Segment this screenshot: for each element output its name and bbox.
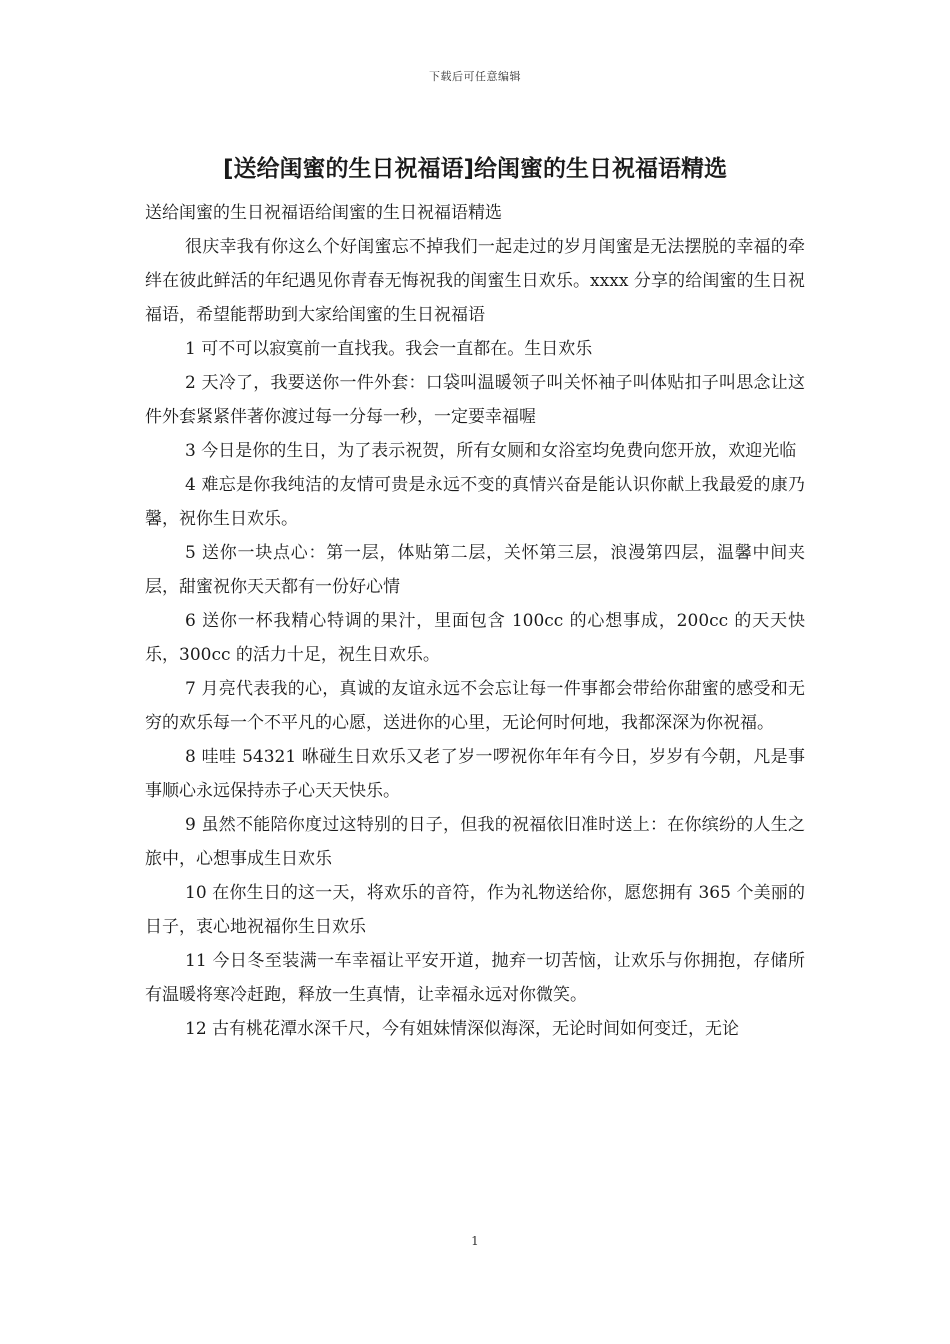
wish-item: 2 天冷了，我要送你一件外套：口袋叫温暖领子叫关怀袖子叫体贴扣子叫思念让这件外套紧紧伴著你渡过每一分每一秒，一定要幸福喔 <box>145 373 805 427</box>
wish-item: 1 可不可以寂寞前一直找我。我会一直都在。生日欢乐 <box>185 339 593 359</box>
intro-paragraph: 很庆幸我有你这么个好闺蜜忘不掉我们一起走过的岁月闺蜜是无法摆脱的幸福的牵绊在彼此鲜活的年纪遇见你青春无悔祝我的闺蜜生日欢乐。xxxx 分享的给闺蜜的生日祝福语，希望能帮助到大家给闺蜜的生日祝福语 <box>145 237 805 325</box>
wish-item: 12 古有桃花潭水深千尺，今有姐妹情深似海深，无论时间如何变迁，无论 <box>185 1019 740 1039</box>
wish-item: 7 月亮代表我的心，真诚的友谊永远不会忘让每一件事都会带给你甜蜜的感受和无穷的欢乐每一个不平凡的心愿，送进你的心里，无论何时何地，我都深深为你祝福。 <box>145 679 805 733</box>
wish-item: 8 哇哇 54321 咻碰生日欢乐又老了岁一啰祝你年年有今日，岁岁有今朝，凡是事事顺心永远保持赤子心天天快乐。 <box>145 747 805 801</box>
document-title: [送给闺蜜的生日祝福语]给闺蜜的生日祝福语精选 <box>222 156 728 182</box>
wish-item: 3 今日是你的生日，为了表示祝贺，所有女厕和女浴室均免费向您开放，欢迎光临 <box>185 441 797 461</box>
wish-item: 9 虽然不能陪你度过这特别的日子，但我的祝福依旧准时送上：在你缤纷的人生之旅中，心想事成生日欢乐 <box>145 815 805 869</box>
document-body <box>145 196 805 1046</box>
wish-item: 10 在你生日的这一天，将欢乐的音符，作为礼物送给你，愿您拥有 365 个美丽的日子，衷心地祝福你生日欢乐 <box>145 883 805 937</box>
header-note: 下载后可任意编辑 <box>429 70 521 83</box>
wish-item: 6 送你一杯我精心特调的果汁，里面包含 100cc 的心想事成，200cc 的天天快乐，300cc 的活力十足，祝生日欢乐。 <box>145 611 805 665</box>
page-number: 1 <box>471 1234 479 1248</box>
wish-item: 4 难忘是你我纯洁的友情可贵是永远不变的真情兴奋是能认识你献上我最爱的康乃馨，祝你生日欢乐。 <box>145 475 805 529</box>
document-subtitle: 送给闺蜜的生日祝福语给闺蜜的生日祝福语精选 <box>145 203 502 223</box>
wish-item: 11 今日冬至装满一车幸福让平安开道，抛弃一切苦恼，让欢乐与你拥抱，存储所有温暖将寒冷赶跑，释放一生真情，让幸福永远对你微笑。 <box>145 951 805 1005</box>
wish-item: 5 送你一块点心：第一层，体贴第二层，关怀第三层，浪漫第四层，温馨中间夹层，甜蜜祝你天天都有一份好心情 <box>145 543 805 597</box>
